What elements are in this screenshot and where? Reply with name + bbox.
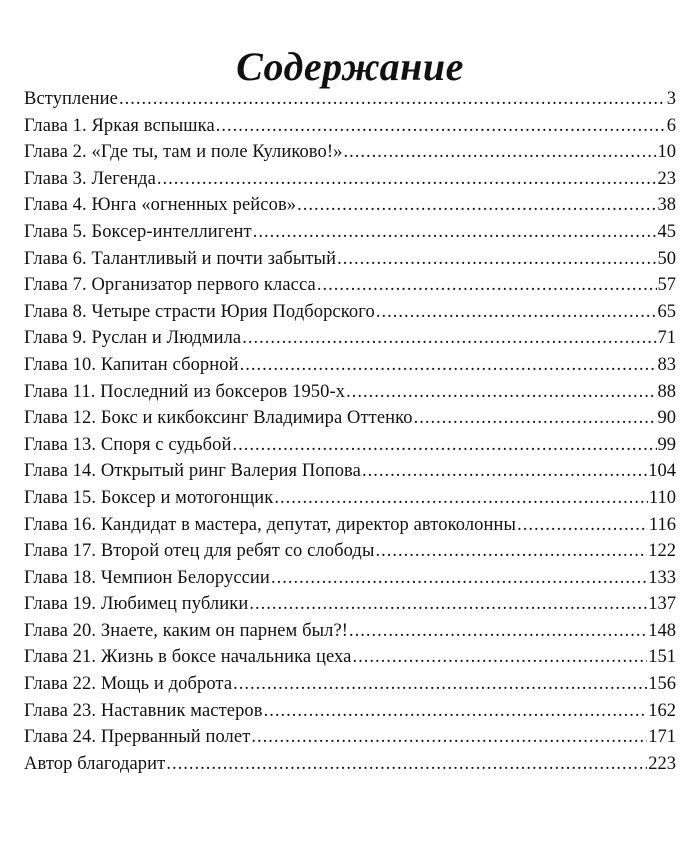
dot-leader	[233, 671, 647, 698]
toc-entry-page-number: 171	[648, 727, 676, 748]
toc-entry-label: Глава 1. Яркая вспышка	[24, 115, 215, 136]
toc-entry-page-number: 116	[648, 514, 676, 535]
toc-entry-page-number: 223	[648, 753, 676, 774]
toc-entry-page-number: 6	[666, 115, 676, 136]
toc-entry	[24, 432, 676, 459]
toc-entry	[24, 458, 676, 485]
toc-entry	[24, 325, 676, 352]
toc-entry-label: Автор благодарит	[24, 753, 166, 774]
table-of-contents	[24, 86, 676, 777]
dot-leader	[362, 458, 647, 485]
toc-entry-page-number: 148	[648, 620, 676, 641]
dot-leader	[375, 538, 647, 565]
toc-entry-page-number: 10	[657, 142, 676, 163]
toc-entry	[24, 246, 676, 273]
dot-leader	[216, 113, 666, 140]
toc-entry-label: Глава 19. Любимец публики	[24, 594, 249, 615]
toc-entry	[24, 698, 676, 725]
toc-entry-label: Глава 2. «Где ты, там и поле Куликово!»	[24, 142, 343, 163]
toc-entry-label: Глава 18. Чемпион Белоруссии	[24, 567, 270, 588]
page-title: Содержание	[236, 43, 464, 89]
dot-leader	[253, 219, 657, 246]
dot-leader	[346, 379, 656, 406]
toc-entry-label: Глава 6. Талантливый и почти забытый	[24, 248, 337, 269]
toc-entry-label: Глава 21. Жизнь в боксе начальника цеха	[24, 647, 352, 668]
toc-entry-label: Глава 15. Боксер и мотогонщик	[24, 487, 274, 508]
toc-entry-page-number: 83	[657, 354, 676, 375]
toc-entry-page-number: 133	[648, 567, 676, 588]
dot-leader	[317, 272, 657, 299]
dot-leader	[337, 246, 656, 273]
toc-entry	[24, 565, 676, 592]
toc-entry-page-number: 110	[648, 487, 676, 508]
dot-leader	[251, 724, 647, 751]
toc-entry	[24, 538, 676, 565]
toc-entry-page-number: 162	[648, 700, 676, 721]
dot-leader	[271, 565, 647, 592]
toc-entry-label: Глава 13. Споря с судьбой	[24, 434, 232, 455]
dot-leader	[352, 644, 647, 671]
toc-entry	[24, 166, 676, 193]
toc-entry-label: Глава 8. Четыре страсти Юрия Подборского	[24, 301, 375, 322]
toc-entry-label: Глава 16. Кандидат в мастера, депутат, директор автоколонны	[24, 514, 517, 535]
toc-entry-page-number: 57	[657, 275, 676, 296]
toc-entry-page-number: 99	[657, 434, 676, 455]
toc-entry	[24, 644, 676, 671]
toc-entry-label: Глава 24. Прерванный полет	[24, 727, 251, 748]
dot-leader	[376, 299, 657, 326]
toc-entry-page-number: 65	[657, 301, 676, 322]
dot-leader	[343, 139, 656, 166]
dot-leader	[274, 485, 648, 512]
toc-entry-label: Глава 22. Мощь и доброта	[24, 674, 233, 695]
dot-leader	[264, 698, 648, 725]
toc-entry-page-number: 104	[648, 461, 676, 482]
toc-entry-page-number: 156	[648, 674, 676, 695]
toc-entry-page-number: 45	[657, 221, 676, 242]
toc-entry-label: Глава 20. Знаете, каким он парнем был?!	[24, 620, 349, 641]
toc-entry	[24, 405, 676, 432]
toc-entry	[24, 591, 676, 618]
dot-leader	[517, 512, 648, 539]
toc-entry-page-number: 122	[648, 541, 676, 562]
toc-entry	[24, 272, 676, 299]
toc-entry	[24, 751, 676, 778]
toc-entry-label: Глава 11. Последний из боксеров 1950-х	[24, 381, 346, 402]
dot-leader	[297, 192, 656, 219]
toc-entry-label: Глава 12. Бокс и кикбоксинг Владимира Оттенко	[24, 408, 413, 429]
toc-entry-page-number: 88	[657, 381, 676, 402]
toc-entry	[24, 192, 676, 219]
toc-entry-label: Глава 17. Второй отец для ребят со слободы	[24, 541, 375, 562]
dot-leader	[249, 591, 647, 618]
dot-leader	[240, 352, 657, 379]
dot-leader	[157, 166, 657, 193]
toc-entry-label: Глава 4. Юнга «огненных рейсов»	[24, 195, 297, 216]
toc-entry-page-number: 151	[648, 647, 676, 668]
toc-entry-label: Вступление	[24, 89, 118, 109]
toc-entry	[24, 113, 676, 140]
toc-entry	[24, 219, 676, 246]
toc-entry-label: Глава 3. Легенда	[24, 168, 156, 189]
dot-leader	[414, 405, 657, 432]
toc-entry	[24, 299, 676, 326]
toc-entry	[24, 671, 676, 698]
toc-entry-page-number: 3	[666, 89, 676, 109]
dot-leader	[166, 751, 647, 778]
toc-entry-label: Глава 14. Открытый ринг Валерия Попова	[24, 461, 361, 482]
toc-entry-label: Глава 10. Капитан сборной	[24, 354, 239, 375]
toc-entry	[24, 379, 676, 406]
toc-entry	[24, 618, 676, 645]
toc-entry	[24, 139, 676, 166]
dot-leader	[233, 432, 657, 459]
toc-entry	[24, 724, 676, 751]
toc-entry-label: Глава 23. Наставник мастеров	[24, 700, 263, 721]
toc-entry	[24, 512, 676, 539]
dot-leader	[119, 86, 666, 113]
toc-entry	[24, 86, 676, 113]
toc-entry-label: Глава 9. Руслан и Людмила	[24, 328, 242, 349]
toc-entry	[24, 352, 676, 379]
toc-entry-page-number: 71	[657, 328, 676, 349]
dot-leader	[349, 618, 647, 645]
toc-entry-page-number: 38	[657, 195, 676, 216]
toc-entry-page-number: 90	[657, 408, 676, 429]
toc-entry-page-number: 23	[657, 168, 676, 189]
toc-entry-page-number: 137	[648, 594, 676, 615]
toc-entry-page-number: 50	[657, 248, 676, 269]
dot-leader	[242, 325, 656, 352]
toc-entry-label: Глава 7. Организатор первого класса	[24, 275, 316, 296]
toc-entry	[24, 485, 676, 512]
toc-entry-label: Глава 5. Боксер-интеллигент	[24, 221, 252, 242]
